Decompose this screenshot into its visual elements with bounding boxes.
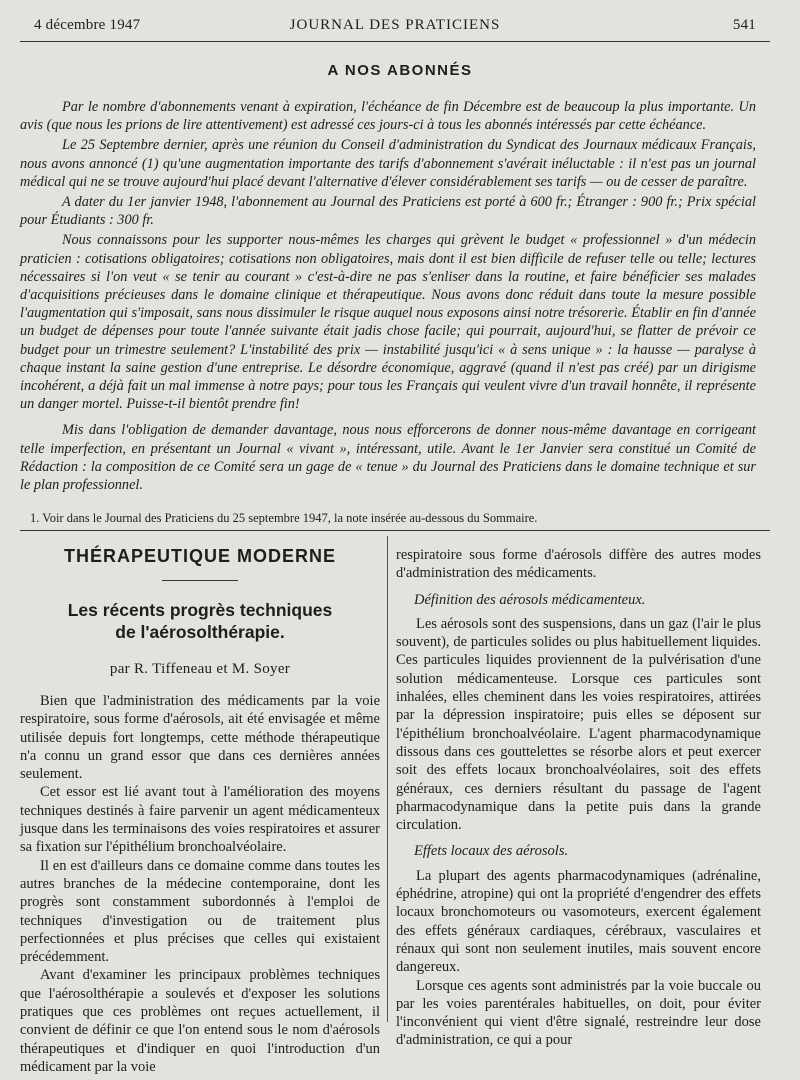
body-paragraph: La plupart des agents pharmacodynamiques (adrénaline, éphédrine, atropine) qui ont la propriété d'engendrer des effets locaux bronchomoteurs ou vasomoteurs, exercent également des effets généraux cardiaques, cérébraux, vasculaires et rénaux qui sont non seulement inutiles, mais souvent encore dangereux. (396, 867, 761, 976)
left-column-text (20, 692, 380, 1076)
right-column (396, 546, 761, 1050)
notice-paragraph: Par le nombre d'abonnements venant à expiration, l'échéance de fin Décembre est de beaucoup la plus importante. Un avis (que nous les prions de lire attentivement) est adressé ces jours-ci à tous les abonnés intéressés par cette échéance. (20, 99, 756, 134)
right-column-text (396, 546, 761, 1050)
body-paragraph: Il en est d'ailleurs dans ce domaine comme dans toutes les autres branches de la médecine contemporaine, dont les progrès sont constamment subordonnés à l'emploi de techniques d'investigation ou de traitement plus perfectionnées et plus précises que celles qui existaient précédemment. (20, 857, 380, 966)
running-header (34, 17, 756, 39)
notice-body (20, 98, 756, 496)
notice-paragraph: Le 25 Septembre dernier, après une réunion du Conseil d'administration du Syndicat des Journaux médicaux Français, nous avons annoncé (1) qu'une augmentation importante des tarifs d'abonnement s'avérait inéluctable : il n'est pas un journal médical qui ne se trouve aujourd'hui placé devant l'alternative d'élever considérablement ses tarifs — ou de cesser de paraître. (20, 137, 756, 190)
subheading: Effets locaux des aérosols. (414, 843, 569, 860)
footnote: 1. Voir dans le Journal des Praticiens du 25 septembre 1947, la note insérée au-dessous du Sommaire. (30, 511, 538, 525)
article-authors: par R. Tiffeneau et M. Soyer (109, 661, 291, 677)
header-rule (20, 41, 770, 42)
article-title-line: de l'aérosolthérapie. (115, 622, 285, 642)
subheading: Définition des aérosols médicamenteux. (414, 591, 646, 608)
left-column (20, 540, 380, 1076)
notice-paragraph: A dater du 1er janvier 1948, l'abonnement au Journal des Praticiens est porté à 600 fr.; Étranger : 900 fr.; Prix spécial pour Étudiants : 300 fr. (20, 194, 756, 229)
notice-paragraph: Mis dans l'obligation de demander davantage, nous nous efforcerons de donner nous-même davantage en corrigeant telle imperfection, en présentant un Journal « vivant », intéressant, utile. Avant le 1er Janvier sera constitué un Comité de Rédaction : la composition de ce Comité sera un gage de « tenue » du Journal des Praticiens dans le domaine technique et sur le plan professionnel. (20, 422, 756, 494)
journal-name: JOURNAL DES PRATICIENS (289, 17, 501, 33)
title-rule (162, 580, 238, 581)
body-paragraph: Cet essor est lié avant tout à l'amélioration des moyens techniques destinés à faire parvenir un agent médicamenteux jusque dans les terminaisons des voies respiratoires et assurer sa fixation sur l'épithélium bronchoalvéolaire. (20, 784, 380, 856)
column-divider (387, 536, 388, 1022)
body-paragraph: Bien que l'administration des médicaments par la voie respiratoire, sous forme d'aérosols, ait été envisagée et même utilisée depuis fort longtemps, cette méthode thérapeutique n'a connu un grand essor que dans ces dernières années seulement. (20, 693, 380, 783)
page-number: 541 (732, 17, 756, 33)
body-paragraph: Les aérosols sont des suspensions, dans un gaz (l'air le plus souvent), de particules solides ou plus habituellement liquides. Ces particules liquides proviennent de la pulvérisation d'une solution médicamenteuse. Lorsque ces particules sont inhalées, elles cheminent dans les voies respiratoires, attirées par la dépression inspiratoire; puis elles se déposent sur l'épithélium bronchoalvéolaire. L'agent pharmacodynamique dissous dans ces gouttelettes se résorbe alors et peut exercer soit des effets locaux bronchoalvéolaires, soit des effets généraux, ces derniers résultant du passage de l'agent pharmacodynamique dans la petite puis dans la grande circulation. (396, 615, 761, 834)
body-paragraph: respiratoire sous forme d'aérosols diffère des autres modes d'administration des médicaments. (396, 547, 761, 582)
notice-paragraph: Nous connaissons pour les supporter nous-mêmes les charges qui grèvent le budget « professionnel » d'un médecin praticien : cotisations obligatoires; cotisations non obligatoires, mais dont il est bien difficile de refuser telle ou telle; lectures nécessaires si l'on veut « se tenir au courant » c'est-à-dire ne pas s'enliser dans la routine, et faire bénéficier ses malades d'acquisitions précieuses dans le domaine clinique et thérapeutique. Nous avons donc réduit dans toute la mesure possible l'augmentation qui s'imposait, sans nous dissimuler le risque auquel nous exposons ainsi notre trésorerie. Établir en fin d'année un budget de dépenses pour toute l'année suivante était jadis chose facile; qui pourrait, aujourd'hui, se flatter de prévoir ce budget pour un trimestre seulement? L'instabilité des prix — instabilité jusqu'ici « à sens unique » : la hausse — paralyse à chaque instant la saine gestion d'une entreprise. Le désordre économique, aggravé (quand il n'est pas créé) par un dirigisme incohérent, a déjà fait un mal immense à notre pays; pour tous les Français qui veulent vivre d'un travail honnête, il représente un danger mortel. Puisse-t-il bientôt prendre fin! (20, 232, 756, 413)
body-paragraph: Lorsque ces agents sont administrés par la voie buccale ou par les voies parentérales habituelles, on doit, pour éviter l'inconvénient qui vient d'être signalé, restreindre leur dose d'administration, ce qui a pour (396, 977, 761, 1049)
notice-title: A NOS ABONNÉS (327, 62, 473, 79)
article-title (20, 599, 380, 643)
article-title-line: Les récents progrès techniques (67, 600, 333, 620)
issue-date: 4 décembre 1947 (34, 17, 141, 33)
body-paragraph: Avant d'examiner les principaux problèmes techniques que l'aérosolthérapie a soulevés et d'exposer les solutions pratiques que ces problèmes ont reçues actuellement, il convient de définir ce que l'on entend sous le nom d'aérosols thérapeutiques et d'indiquer en quoi l'introduction d'un médicament par la voie (20, 967, 380, 1075)
section-title: THÉRAPEUTIQUE MODERNE (63, 546, 336, 566)
section-rule (20, 530, 770, 531)
